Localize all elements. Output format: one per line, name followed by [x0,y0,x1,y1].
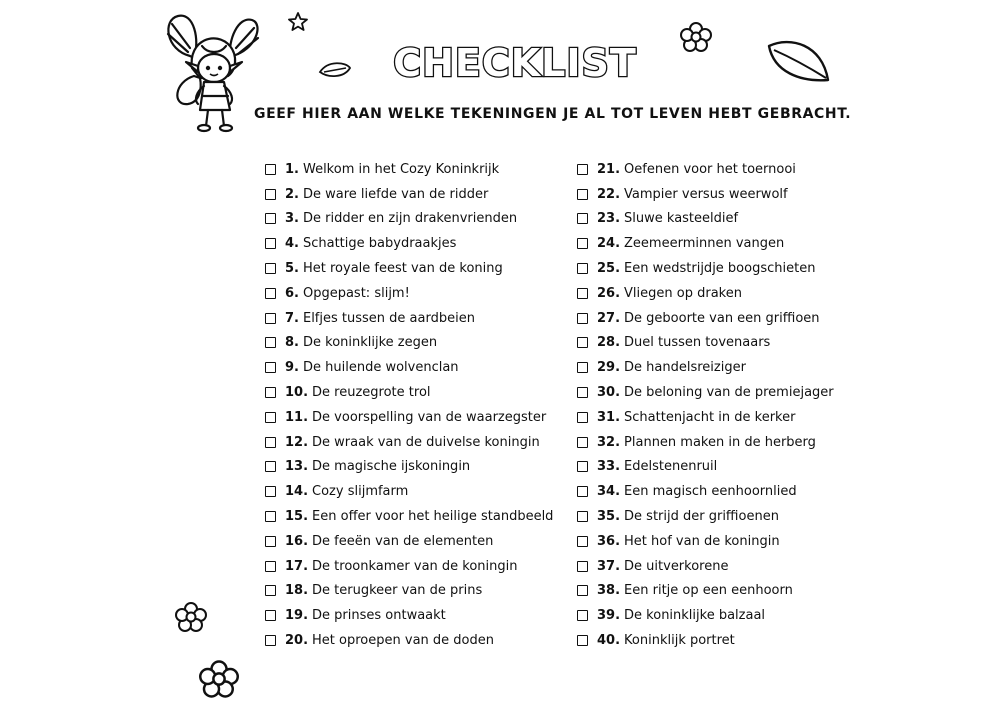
checklist-item-number: 10. [285,385,309,401]
checkbox[interactable] [577,610,588,621]
checklist-item-label: De prinses ontwaakt [312,608,446,624]
checklist-item [577,231,834,256]
checkbox[interactable] [265,213,276,224]
checklist-item-number: 18. [285,583,309,599]
checkbox[interactable] [265,536,276,547]
checklist-item-number: 14. [285,484,309,500]
checklist-item-number: 31. [597,409,621,425]
checklist-item [265,628,553,653]
checklist-item-label: Het royale feest van de koning [302,261,503,277]
checklist-item [577,504,834,529]
checklist-item-number: 20. [285,633,309,649]
checklist-item [577,628,834,653]
checklist-item [265,281,553,306]
checklist-item-number: 30. [597,385,621,401]
checkbox[interactable] [577,536,588,547]
checklist-item [265,603,553,628]
checklist-item-label: De reuzegrote trol [312,385,431,401]
checkbox[interactable] [265,585,276,596]
checklist-item-label: Schattige babydraakjes [302,236,457,252]
checklist-item [265,306,553,331]
checkbox[interactable] [265,635,276,646]
checklist-item [265,157,553,182]
checklist-item-label: Vliegen op draken [624,285,742,301]
checklist-item-number: 15. [285,509,309,525]
checklist-item [577,306,834,331]
checklist-item [265,529,553,554]
checklist-item [265,331,553,356]
checklist-item-label: Het oproepen van de doden [312,633,494,649]
checklist-item-number: 35. [597,509,621,525]
checkbox[interactable] [577,213,588,224]
checklist-item-number: 28. [597,335,621,351]
checkbox[interactable] [265,313,276,324]
checkbox[interactable] [577,313,588,324]
checklist-item-number: 24. [597,236,621,252]
checklist-item [265,504,553,529]
checklist-item-label: Vampier versus weerwolf [624,186,788,202]
small-leaf-icon [318,60,352,80]
checklist-item [265,182,553,207]
checklist-item-label: Edelstenenruil [624,459,718,475]
checklist-item-label: De terugkeer van de prins [312,583,483,599]
checklist-item-label: De feeën van de elementen [312,533,494,549]
checklist-item-label: De magische ijskoningin [312,459,471,475]
checkbox[interactable] [265,164,276,175]
checklist-item [265,355,553,380]
checkbox[interactable] [265,337,276,348]
checklist-item-number: 11. [285,409,309,425]
checklist-item-label: Elfjes tussen de aardbeien [302,310,475,326]
checklist-item [577,207,834,232]
leaf-icon [766,38,832,84]
checkbox[interactable] [265,610,276,621]
checkbox[interactable] [577,635,588,646]
star-icon [288,12,308,32]
checkbox[interactable] [265,263,276,274]
checkbox[interactable] [577,337,588,348]
checklist-item [577,380,834,405]
checklist-item-label: De wraak van de duivelse koningin [312,434,540,450]
checklist-item-label: De troonkamer van de koningin [312,558,518,574]
checklist-item-label: De geboorte van een griffioen [624,310,820,326]
checklist-item [265,455,553,480]
checkbox[interactable] [577,189,588,200]
checklist-item-number: 36. [597,533,621,549]
flower-icon [680,22,712,52]
checklist-item-label: De koninklijke zegen [302,335,438,351]
checkbox[interactable] [577,561,588,572]
checklist-item [577,430,834,455]
checklist-item-number: 6. [285,285,299,301]
checklist-item-number: 32. [597,434,621,450]
checklist-item-number: 9. [285,360,299,376]
checklist-item-number: 40. [597,633,621,649]
checklist-item-label: De beloning van de premiejager [624,385,834,401]
checkbox[interactable] [577,164,588,175]
checklist-item-label: Schattenjacht in de kerker [624,409,796,425]
checkbox[interactable] [577,238,588,249]
checkbox[interactable] [265,437,276,448]
checklist-item [577,455,834,480]
checkbox[interactable] [577,288,588,299]
checkbox[interactable] [265,238,276,249]
checkbox[interactable] [577,585,588,596]
checklist-item-number: 2. [285,186,299,202]
checklist-item-label: De uitverkorene [624,558,729,574]
page-title-text: CHECKLIST [393,41,637,85]
checklist-item-label: Sluwe kasteeldief [624,211,739,227]
checklist-item [577,256,834,281]
checkbox[interactable] [265,288,276,299]
checklist-item [265,231,553,256]
checklist-item-label: Een ritje op een eenhoorn [624,583,793,599]
checklist-item [265,579,553,604]
page-title [390,34,640,90]
checklist-item-label: Cozy slijmfarm [312,484,409,500]
checklist-item-label: De ridder en zijn drakenvrienden [302,211,518,227]
checklist-item-number: 5. [285,261,299,277]
checklist-item-number: 12. [285,434,309,450]
checkbox[interactable] [265,511,276,522]
checklist-item-number: 3. [285,211,299,227]
checklist-item-number: 27. [597,310,621,326]
checklist-item-number: 19. [285,608,309,624]
checklist-item-number: 33. [597,459,621,475]
checklist-item-number: 16. [285,533,309,549]
checklist-item [265,380,553,405]
checklist-item-number: 17. [285,558,309,574]
checklist-item [577,355,834,380]
instructions-subtitle: GEEF HIER AAN WELKE TEKENINGEN JE AL TOT LEVEN HEBT GEBRACHT. [254,106,852,122]
checklist-item-label: Een magisch eenhoornlied [624,484,797,500]
checklist-item-number: 22. [597,186,621,202]
checkbox[interactable] [577,461,588,472]
checklist-item-label: Opgepast: slijm! [302,285,410,301]
checklist-item [577,157,834,182]
checkbox[interactable] [265,412,276,423]
checklist-item-number: 38. [597,583,621,599]
checklist-item-number: 39. [597,608,621,624]
checklist-item [577,281,834,306]
checklist-item-label: De strijd der griffioenen [624,509,779,525]
checklist-item-label: Koninklijk portret [624,633,735,649]
checklist-item-number: 34. [597,484,621,500]
checkbox[interactable] [577,412,588,423]
checklist-item-label: De koninklijke balzaal [624,608,766,624]
checklist-item-label: Een offer voor het heilige standbeeld [312,509,554,525]
checkbox[interactable] [265,486,276,497]
checklist-right-column [577,157,834,653]
checklist-item-label: Het hof van de koningin [624,533,780,549]
checklist-item-number: 25. [597,261,621,277]
checklist-item-label: Welkom in het Cozy Koninkrijk [302,161,500,177]
checkbox[interactable] [577,387,588,398]
checklist-item [265,479,553,504]
flower-icon [175,602,207,632]
checkbox[interactable] [577,362,588,373]
checklist-item-label: De handelsreiziger [624,360,746,376]
checklist-item [265,405,553,430]
checklist-item-number: 4. [285,236,299,252]
checklist-item-number: 29. [597,360,621,376]
checkbox[interactable] [577,511,588,522]
checklist-item-number: 8. [285,335,299,351]
checklist-item-number: 13. [285,459,309,475]
checklist-item [577,405,834,430]
checkbox[interactable] [265,461,276,472]
checklist-item [265,207,553,232]
checklist-item-label: Duel tussen tovenaars [624,335,771,351]
checklist-item-number: 26. [597,285,621,301]
flower-icon [199,660,239,698]
checkbox[interactable] [265,189,276,200]
checklist-item-label: De huilende wolvenclan [302,360,459,376]
checklist-item-label: Plannen maken in de herberg [624,434,816,450]
checklist-item [265,256,553,281]
checkbox[interactable] [577,263,588,274]
checkbox[interactable] [265,362,276,373]
checkbox[interactable] [577,486,588,497]
checklist-item-label: De voorspelling van de waarzegster [312,409,547,425]
checklist-item-number: 23. [597,211,621,227]
checklist-item [577,479,834,504]
checklist-item [577,182,834,207]
checklist-item [577,579,834,604]
checkbox[interactable] [265,561,276,572]
checklist-left-column [265,157,553,653]
checklist-item-number: 1. [285,161,299,177]
checklist-item-label: Zeemeerminnen vangen [624,236,785,252]
checklist-item [577,529,834,554]
checklist-item [577,554,834,579]
checklist-item [577,603,834,628]
checklist-item-label: Oefenen voor het toernooi [624,161,796,177]
checklist-item-label: De ware liefde van de ridder [302,186,489,202]
checkbox[interactable] [577,437,588,448]
checklist-item-number: 7. [285,310,299,326]
checklist-item-label: Een wedstrijdje boogschieten [624,261,816,277]
checklist-item-number: 37. [597,558,621,574]
checklist-item-number: 21. [597,161,621,177]
checklist-item [265,430,553,455]
checklist-item [577,331,834,356]
checklist-item [265,554,553,579]
checkbox[interactable] [265,387,276,398]
